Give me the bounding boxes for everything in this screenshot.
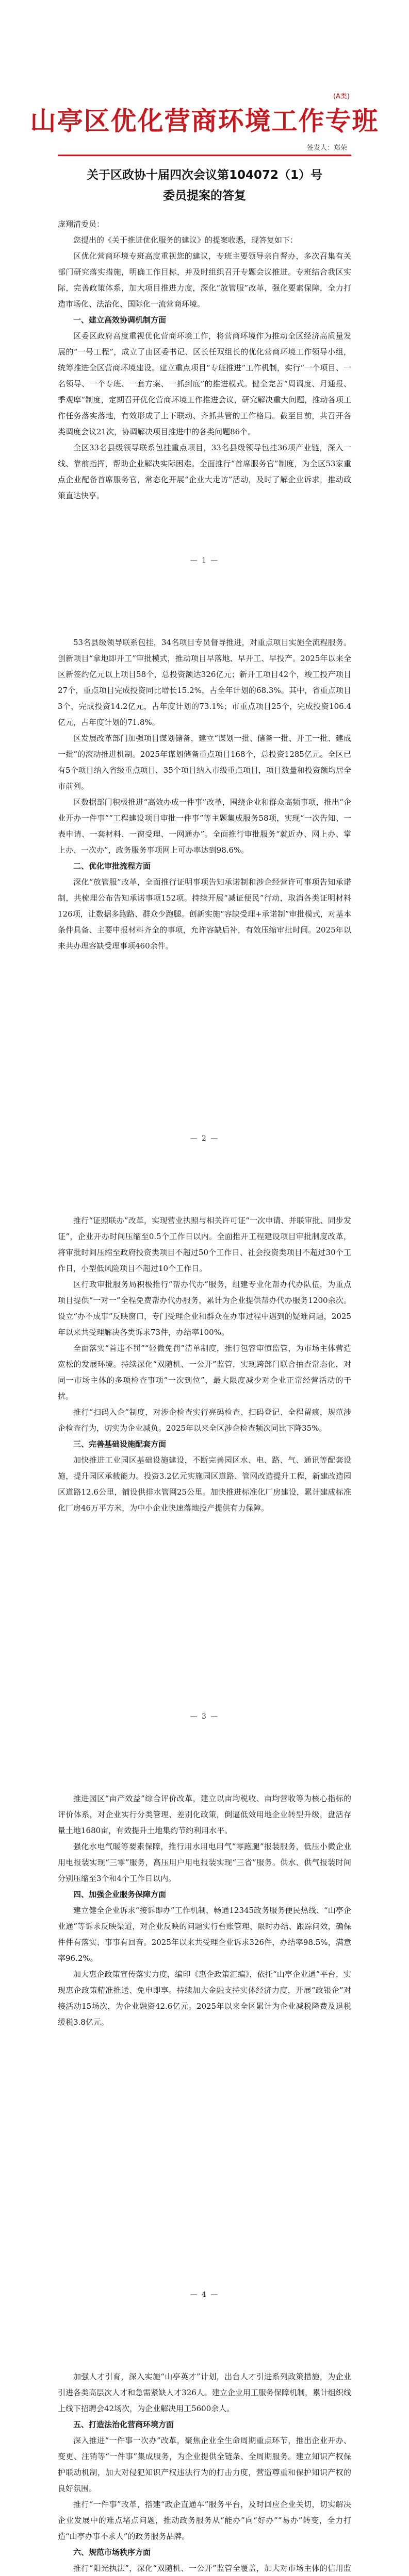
page-4 xyxy=(0,1734,409,2312)
page-5 xyxy=(0,2312,409,2576)
paragraph: 推行“证照联办”改革，实现营业执照与相关许可证“一次申请、并联审批、同步发证”，企业开办时间压缩至0.5个工作日以内。全面推开工程建设项目审批制度改革，将审批时间压缩至政府投资类项目不超过50个工作日、社会投资类项目不超过30个工作日，小型低风险项目不超过10个工作日。 xyxy=(58,1216,351,1273)
page-number: — 2 — xyxy=(190,1134,219,1143)
paragraph: 推行“扫码入企”制度，对涉企检查实行亮码检查、扫码登记、全程留痕，规范涉企检查行为，切实为企业减负。2025年以来全区涉企检查频次同比下降35%。 xyxy=(58,1408,351,1433)
paragraph: 区优化营商环境专班高度重视您的建议，专班主要领导亲自督办，多次召集有关部门研究落实措施，明确工作目标，并及时组织召开专题会议推进。专班结合我区实际，完善政策体系，加大项目推进力度，深化“放管服”改革，强化要素保障，全力打造市场化、法治化、国际化一流营商环境。 xyxy=(58,251,351,309)
intro-paragraph: 您提出的《关于推进优化服务的建议》的提案收悉，现答复如下： xyxy=(73,235,298,245)
page-number: — 1 — xyxy=(190,556,219,565)
masthead-title: 山亭区优化营商环境工作专班 xyxy=(30,106,379,136)
section-heading: 三、完善基础设施配套方面 xyxy=(73,1439,167,1449)
page-1-content xyxy=(58,216,351,504)
page-2 xyxy=(0,578,409,1156)
paragraph: 加快推进工业园区基础设施建设，不断完善园区水、电、路、气、通讯等配套设施，提升园区承载能力。投资3.2亿元实施园区道路、管网改造提升工程，新建改造园区道路12.6公里，铺设供排水管网25公里。加快推进标准化厂房建设，累计建成标准化厂房46万平方米，为中小企业快速落地投产提供有力保障。 xyxy=(58,1455,351,1513)
document-title-line1: 关于区政协十届四次会议第104072（1）号 xyxy=(86,168,323,182)
paragraph: 推行“阳光执法”，深化“双随机、一公开”监管全覆盖，加大对市场主体的信用监 xyxy=(73,2564,351,2573)
paragraph: 区委区政府高度重视优化营商环境工作，将营商环境作为推动全区经济高质量发展的“一号工程”，成立了由区委书记、区长任双组长的优化营商环境工作领导小组，统筹推进全区营商环境建设。建立重点项目“专班推进”工作机制，实行“一个项目、一名领导、一个专班、一套方案、一抓到底”的推进模式。健全完善“周调度、月通报、季观摩”制度，定期召开优化营商环境工作推进会议，研究解决重大问题，推动各项工作任务落实落地，有效形成了上下联动、齐抓共管的工作格局。截至目前，共召开各类调度会议21次，协调解决项目推进中的各类问题86个。 xyxy=(58,331,351,436)
paragraph: 深入推进“一件事一次办”改革，聚焦企业全生命周期重点环节，推出企业开办、变更、注销等“一件事”集成服务，为企业提供全链条、全周期服务。建立知识产权保护联动机制，加大对侵犯知识产权违法行为的打击力度，营造尊重和保护知识产权的良好氛围。 xyxy=(58,2436,351,2493)
paragraph: 推进园区“亩产效益”综合评价改革，建立以亩均税收、亩均营收等为核心指标的评价体系，对企业实行分类管理、差别化政策，倒逼低效用地企业转型升级，盘活存量土地1680亩，有效提升土地集约节约利用水平。 xyxy=(58,1794,351,1835)
section-heading: 六、规范市场秩序方面 xyxy=(73,2548,151,2557)
page-3 xyxy=(0,1156,409,1734)
document-title xyxy=(58,165,351,206)
page-3-content xyxy=(58,1213,351,1516)
page-1 xyxy=(0,0,409,578)
paragraph: 深化“放管服”改革，全面推行证明事项告知承诺制和涉企经营许可事项告知承诺制，共梳理公布告知承诺事项152项。持续开展“减证便民”行动，取消各类证明材料126项，让数据多跑路、群众少跑腿。创新实施“容缺受理+承诺制”审批模式，对基本条件具备、主要申报材料齐全的事项，允许容缺后补，有效压缩审批时间。2025年以来共办理容缺受理事项460余件。 xyxy=(58,877,351,951)
editor-line: 签发人：郑荣 xyxy=(306,144,347,152)
grade-mark: (A类) xyxy=(333,93,350,100)
section-heading: 一、建立高效协调机制方面 xyxy=(73,315,167,325)
section-heading: 四、加强企业服务保障方面 xyxy=(73,1890,167,1899)
paragraph: 建立健全企业诉求“接诉即办”工作机制，畅通12345政务服务便民热线、“山亭企业通”等诉求反映渠道，对企业反映的问题实行台账管理、限时办结、跟踪问效，确保件件有落实、事事有回音。2025年以来共受理企业诉求326件，办结率98.5%，满意率96.2%。 xyxy=(58,1906,351,1963)
paragraph: 加大惠企政策宣传落实力度，编印《惠企政策汇编》，依托“山亭企业通”平台，实现惠企政策精准推送、免申即享。持续加大金融支持实体经济力度，开展“政银企”对接活动15场次，为企业融资42.6亿元。2025年以来全区累计为企业减税降费及退税缓税3.8亿元。 xyxy=(58,1970,351,2027)
page-5-content xyxy=(58,2369,351,2576)
paragraph: 区数据部门积极推进“高效办成一件事”改革，围绕企业和群众高频事项，推出“企业开办一件事”“工程建设项目审批一件事”等主题集成服务58项，实现“一次告知、一表申请、一套材料、一窗受理、一网通办”。全面推行审批服务“就近办、网上办、掌上办、一次办”，政务服务事项网上可办率达到98.6%。 xyxy=(58,798,351,855)
paragraph: 53名县级领导联系包挂，34名项目专员督导推进，对重点项目实施全流程服务。创新项目“拿地即开工”审批模式，推动项目早落地、早开工、早投产。2025年以来全区新签约亿元以上项目58个，总投资额达326亿元；新开工项目42个，竣工投产项目27个，重点项目完成投资同比增长15.2%，占全年计划的68.3%。其中，省重点项目3个，完成投资14.2亿元，占年度计划的73.1%；市重点项目25个，完成投资106.4亿元，占年度计划的71.8%。 xyxy=(58,638,351,727)
document-title-line2: 委员提案的答复 xyxy=(163,189,246,202)
page-number: — 4 — xyxy=(190,2291,219,2299)
paragraph: 强化水电气暖等要素保障，推行用水用电用气“零跑腿”报装服务，低压小微企业用电报装实现“三零”服务，高压用户用电报装实现“三省”服务。供水、供气报装时间分别压缩至3个和4个工作日以内。 xyxy=(58,1842,351,1883)
paragraph: 区行政审批服务局积极推行“帮办代办”服务，组建专业化帮办代办队伍，为重点项目提供“一对一”全程免费帮办代办服务，累计为企业提供帮办代办服务1200余次。设立“办不成事”反映窗口，专门受理企业和群众在办事过程中遇到的疑难问题，2025年以来共受理解决各类诉求73件，办结率100%。 xyxy=(58,1280,351,1337)
paragraph: 全面落实“首违不罚”“轻微免罚”清单制度，推行包容审慎监管，为市场主体营造宽松的发展环境。持续深化“双随机、一公开”监管，实现跨部门联合抽查常态化，对同一市场主体的多项检查事项“一次到位”，最大限度减少对企业正常经营活动的干扰。 xyxy=(58,1344,351,1401)
paragraph: 加强人才引育，深入实施“山亭英才”计划，出台人才引进系列政策措施，为企业引进各类高层次人才和急需紧缺人才326人。建立企业用工服务保障机制，累计组织线上线下招聘会42场次，为企业解决用工5600余人。 xyxy=(58,2372,351,2413)
paragraph: 区发展改革部门加强项目谋划储备，建立“谋划一批、储备一批、开工一批、建成一批”的滚动推进机制。2025年谋划储备重点项目168个，总投资1285亿元。全区已有5个项目纳入省级重点项目，35个项目纳入市级重点项目，项目数量和投资额均居全市前列。 xyxy=(58,734,351,791)
masthead-red-rule xyxy=(58,155,351,156)
paragraph: 全区33名县级领导联系包挂重点项目，33名县级领导包挂36项产业链，深入一线、靠前指挥，帮助企业解决实际困难。全面推行“首席服务官”制度，为全区53家重点企业配备首席服务官，常态化开展“企业大走访”活动，及时了解企业诉求，推动政策直达快享。 xyxy=(58,443,351,500)
paragraph: 推行“一件事”改革，搭建“政企直通车”服务平台，及时回应企业关切，切实解决企业发展中的难点堵点问题，推动政务服务从“能办”向“好办”“易办”转变，全力打造“山亭办事不求人”的政务服务品牌。 xyxy=(58,2500,351,2541)
salutation: 庞翔清委员： xyxy=(58,219,105,229)
page-2-content xyxy=(58,635,351,954)
page-number: — 3 — xyxy=(190,1713,219,1721)
section-heading: 二、优化审批流程方面 xyxy=(73,861,151,871)
section-heading: 五、打造法治化营商环境方面 xyxy=(73,2420,174,2429)
page-4-content xyxy=(58,1791,351,2030)
